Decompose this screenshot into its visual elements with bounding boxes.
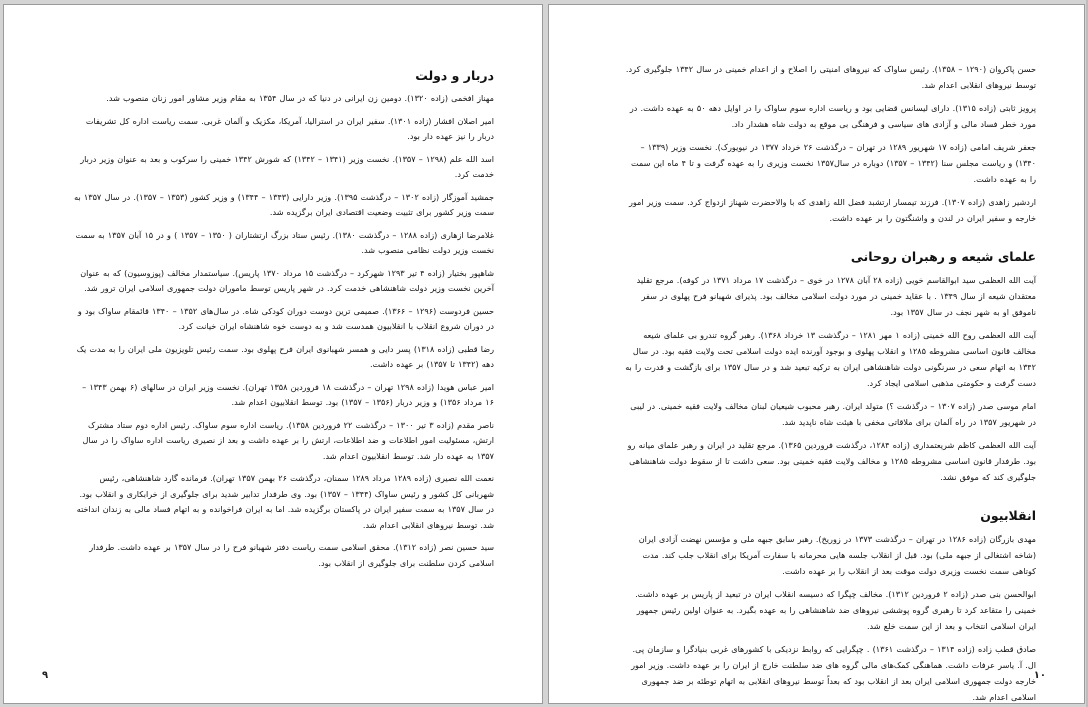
entry-paragraph: ابوالحسن بنی صدر (زاده ۲ فروردین ۱۳۱۲). مخالف چپگرا که دسیسه انقلاب ایران در تبعید از پاریس بر عهده داشت. خمینی را متقاعد کرد تا رهبری گروه پوششی نیروهای ضد شاهنشاهی را به عهده بگیرد. به عنوان اولین رئیس جمهور ایران اسلامی انتخاب و بعد از این سمت خلع شد. (635, 589, 1036, 631)
entry-paragraph: پرویز ثابتی (زاده ۱۳۱۵). دارای لیسانس قضایی بود و ریاست اداره سوم ساواک را در اوایل دهه ۵۰ به عهده داشت. در مورد خطر فساد مالی و آزادی های سیاسی و فرهنگی بی موقع به دولت شاه هشدار داد. (629, 103, 1036, 129)
entry-paragraph: ناصر مقدم (زاده ۳ تیر ۱۳۰۰ – درگذشت ۲۲ فروردین ۱۳۵۸). ریاست اداره سوم ساواک. رئیس اداره دوم ستاد مشترک ارتش، مسئولیت امور اطلاعات و ضد اطلاعات، ارتش را بر عهده داشت و بعد از نصیری ریاست اداره ساواک را در سال ۱۳۵۷ به عهده دار شد. توسط انقلابیون اعدام شد. (82, 419, 494, 461)
section-title-revolutionaries: انقلابیون (980, 508, 1036, 523)
entry-paragraph: سید حسین نصر (زاده ۱۳۱۲). محقق اسلامی سمت ریاست دفتر شهبانو فرح را در سال ۱۳۵۷ بر عهده داشت. طرفدار اسلامی کردن سلطنت برای جلوگیری از انقلاب بود. (89, 542, 494, 568)
page-10-content (622, 61, 1036, 704)
entry-paragraph: جعفر شریف امامی (زاده ۱۷ شهریور ۱۲۸۹ در تهران – درگذشت ۲۶ خرداد ۱۳۷۷ در نیویورک). نخست وزیر (۱۳۳۹ – ۱۳۴۰) و ریاست مجلس سنا (۱۳۴۲ – ۱۳۵۷) دوباره در سال۱۳۵۷ نخست وزیری را به عهده گرفت و تا ۴ ماه این سمت را به عهده داشت. (630, 142, 1036, 184)
document-page-9 (3, 4, 543, 704)
entry-paragraph: حسن پاکروان (۱۲۹۰ – ۱۳۵۸). رئیس ساواک که نیروهای امنیتی را اصلاح و از اعدام خمینی در سال ۱۳۴۲ جلوگیری کرد. توسط نیروهای انقلابی اعدام شد. (625, 64, 1036, 90)
entry-paragraph: آیت الله العظمی روح الله خمینی (زاده ۱ مهر ۱۲۸۱ – درگذشت ۱۳ خرداد ۱۳۶۸). رهبر گروه تندرو بی علمای شیعه مخالف قانون اساسی مشروطه ۱۲۸۵ و انقلاب پهلوی و بوجود آورنده ایده دولت اسلامی تحت ولایت فقیه بود. در سال ۱۳۴۲ به اتهام سعی در سرنگونی دولت شاهنشاهی ایران به ترکیه تبعید شد و در سال ۱۳۵۷ برای بازگشت و قدرت را به دست گرفت و حکومتی مذهبی اسلامی ایجاد کرد. (625, 330, 1036, 388)
entry-paragraph: اردشیر زاهدی (زاده ۱۳۰۷). فرزند تیمسار ارتشبد فضل الله زاهدی که با والاحضرت شهناز ازدواج کرد. سمت وزیر امور خارجه و سفیر ایران در لندن و واشنگتون را بر عهده داشت. (628, 197, 1036, 223)
entry-paragraph: غلامرضا ازهاری (زاده ۱۲۸۸ – درگذشت ۱۳۸۰). رئیس ستاد بزرگ ارتشتاران ( ۱۳۵۰ – ۱۳۵۷ ) و در ۱۵ آبان ۱۳۵۷ به سمت نخست وزیر دولت نظامی منصوب شد. (75, 229, 494, 255)
entry-paragraph: آیت الله العظمی سید ابوالقاسم خویی (زاده ۲۸ آبان ۱۲۷۸ در خوی – درگذشت ۱۷ مرداد ۱۳۷۱ در کوفه). مرجع تقلید معتقدان شیعه از سال ۱۳۴۹ . با عقاید خمینی در مورد دولت اسلامی مخالف بود. پذیرای شهبانو فرح پهلوی در سفر ناموفق او به شهر نجف در سال ۱۳۵۷ بود. (636, 275, 1036, 317)
entry-paragraph: مهناز افخمی (زاده ۱۳۲۰). دومین زن ایرانی در دنیا که در سال ۱۳۵۴ به مقام وزیر مشاور امور زنان منصوب شد. (106, 93, 494, 103)
entry-paragraph: امیر عباس هویدا (زاده ۱۲۹۸ تهران – درگذشت ۱۸ فروردین ۱۳۵۸ تهران). نخست وزیر ایران در سالهای (۶ بهمن ۱۳۴۳ – ۱۶ مرداد ۱۳۵۶) و وزیر دربار (۱۳۵۶ – ۱۳۵۷) بود. توسط انقلابیون اعدام شد. (82, 381, 494, 407)
entry-paragraph: نعمت الله نصیری (زاده ۱۲۸۹ مرداد ۱۲۸۹ سمنان، درگذشت ۲۶ بهمن ۱۳۵۷ تهران). فرمانده گارد شاهنشاهی، رئیس شهربانی کل کشور و رئیس ساواک (۱۳۴۴ – ۱۳۵۷) بود. وی طرفدار تدابیر شدید برای جلوگیری از خرابکاری و انقلاب بود. در سال ۱۳۵۷ به سمت سفیر ایران در پاکستان برگزیده شد. اما به ایران فراخوانده و به اتهام فساد مالی به زندان انداخته شد. توسط نیروهای انقلابی اعدام شد. (76, 473, 494, 530)
entry-paragraph: مهدی بازرگان (زاده ۱۲۸۶ در تهران – درگذشت ۱۳۷۳ در زوریخ). رهبر سابق جبهه ملی و مؤسس نهضت آزادی ایران (شاخه اشتغالی از جبهه ملی) بود. قبل از انقلاب جلسه هایی محرمانه با سفارت آمریکا برای انقلاب جلب کند. مدت کوتاهی سمت نخست وزیری دولت موقت بعد از انقلاب را بر عهده داشت. (638, 534, 1036, 576)
page-number: ۹ (42, 670, 49, 681)
entry-paragraph: صادق قطب زاده (زاده ۱۳۱۴ – درگذشت ۱۳۶۱) . چپگرایی که روابط نزدیکی با کشورهای غربی بنیادگرا و سازمان پی. ال. آ. یاسر عرفات داشت. هماهنگی کمک‌های مالی گروه های ضد سلطنت خارج از ایران را بر عهده داشت. وزیر امور خارجه دولت جمهوری اسلامی ایران بعد از انقلاب بود که بعداً توسط نیروهای انقلابی به اتهام توطئه بر ضد جمهوری اسلامی اعدام شد. (631, 644, 1036, 702)
section-title-clergy: علمای شیعه و رهبران روحانی (850, 249, 1036, 264)
section-title-court-and-government: دربار و دولت (415, 68, 494, 83)
entry-paragraph: اسد الله علم (۱۲۹۸ – ۱۳۵۷). نخست وزیر (۱۳۴۱ – ۱۳۴۲) که شورش ۱۳۴۲ خمینی را سرکوب و بعد به عنوان وزیر دربار خدمت کرد. (80, 153, 494, 179)
entry-paragraph: رضا قطبی (زاده ۱۳۱۸) پسر دایی و همسر شهبانوی ایران فرح پهلوی بود. سمت رئیس تلویزیون ملی ایران را به مدت یک دهه (۱۳۴۲ تا ۱۳۵۷) بر عهده داشت. (76, 343, 494, 369)
entry-paragraph: جمشید آموزگار (زاده ۱۳۰۲ – درگذشت ۱۳۹۵). وزیر دارایی (۱۳۴۳ – ۱۳۴۴) و وزیر کشور (۱۳۵۳ – ۱۳۵۷). در سال ۱۳۵۷ به سمت وزیر کشور برای تثبیت وضعیت اقتصادی ایران برگزیده شد. (74, 191, 494, 217)
page-number: ۱۰ (1033, 670, 1046, 681)
entry-paragraph: آیت الله العظمی کاظم شریعتمداری (زاده ۱۲۸۴، درگذشت فروردین ۱۳۶۵). مرجع تقلید در ایران و رهبر علمای میانه رو بود. طرفدار قانون اساسی مشروطه ۱۲۸۵ و مخالف ولایت فقیه خمینی بود. سعی داشت تا از سقوط دولت شاهنشاهی جلوگیری کند که موفق نشد. (627, 440, 1036, 482)
entry-paragraph: امیر اصلان افشار (زاده ۱۳۰۱). سفیر ایران در استرالیا، آمریکا، مکزیک و آلمان غربی. سمت ریاست اداره کل تشریفات دربار را نیز عهده دار بود. (85, 115, 494, 141)
entry-paragraph: شاهپور بختیار (زاده ۴ تیر ۱۲۹۳ شهرکرد – درگذشت ۱۵ مرداد ۱۳۷۰ پاریس). سیاستمدار مخالف (پوزوسیون) که به عنوان آخرین نخست وزیر دولت شاهنشاهی خدمت کرد. در شهر پاریس توسط ماموران دولت جمهوری اسلامی ایران ترور شد. (80, 267, 494, 293)
entry-paragraph: امام موسی صدر (زاده ۱۳۰۷ – درگذشت ؟) متولد ایران. رهبر محبوب شیعیان لبنان مخالف ولایت فقیه خمینی. در لیبی در شهریور ۱۳۵۷ در راه آلمان برای ملاقاتی مخفی با هیئت شاه ناپدید شد. (630, 401, 1036, 427)
document-page-10 (548, 4, 1085, 704)
entry-paragraph: حسین فردوست (۱۲۹۶ – ۱۳۶۶). صمیمی ترین دوست دوران کودکی شاه. در سال‌های ۱۳۵۲ – ۱۳۴۰ قائمقام ساواک بود و در دوران شروع انقلاب با انقلابیون همدست شد و به دوست خوه شاهنشاه ایران خیانت کرد. (77, 305, 494, 331)
page-9-content (74, 67, 494, 578)
